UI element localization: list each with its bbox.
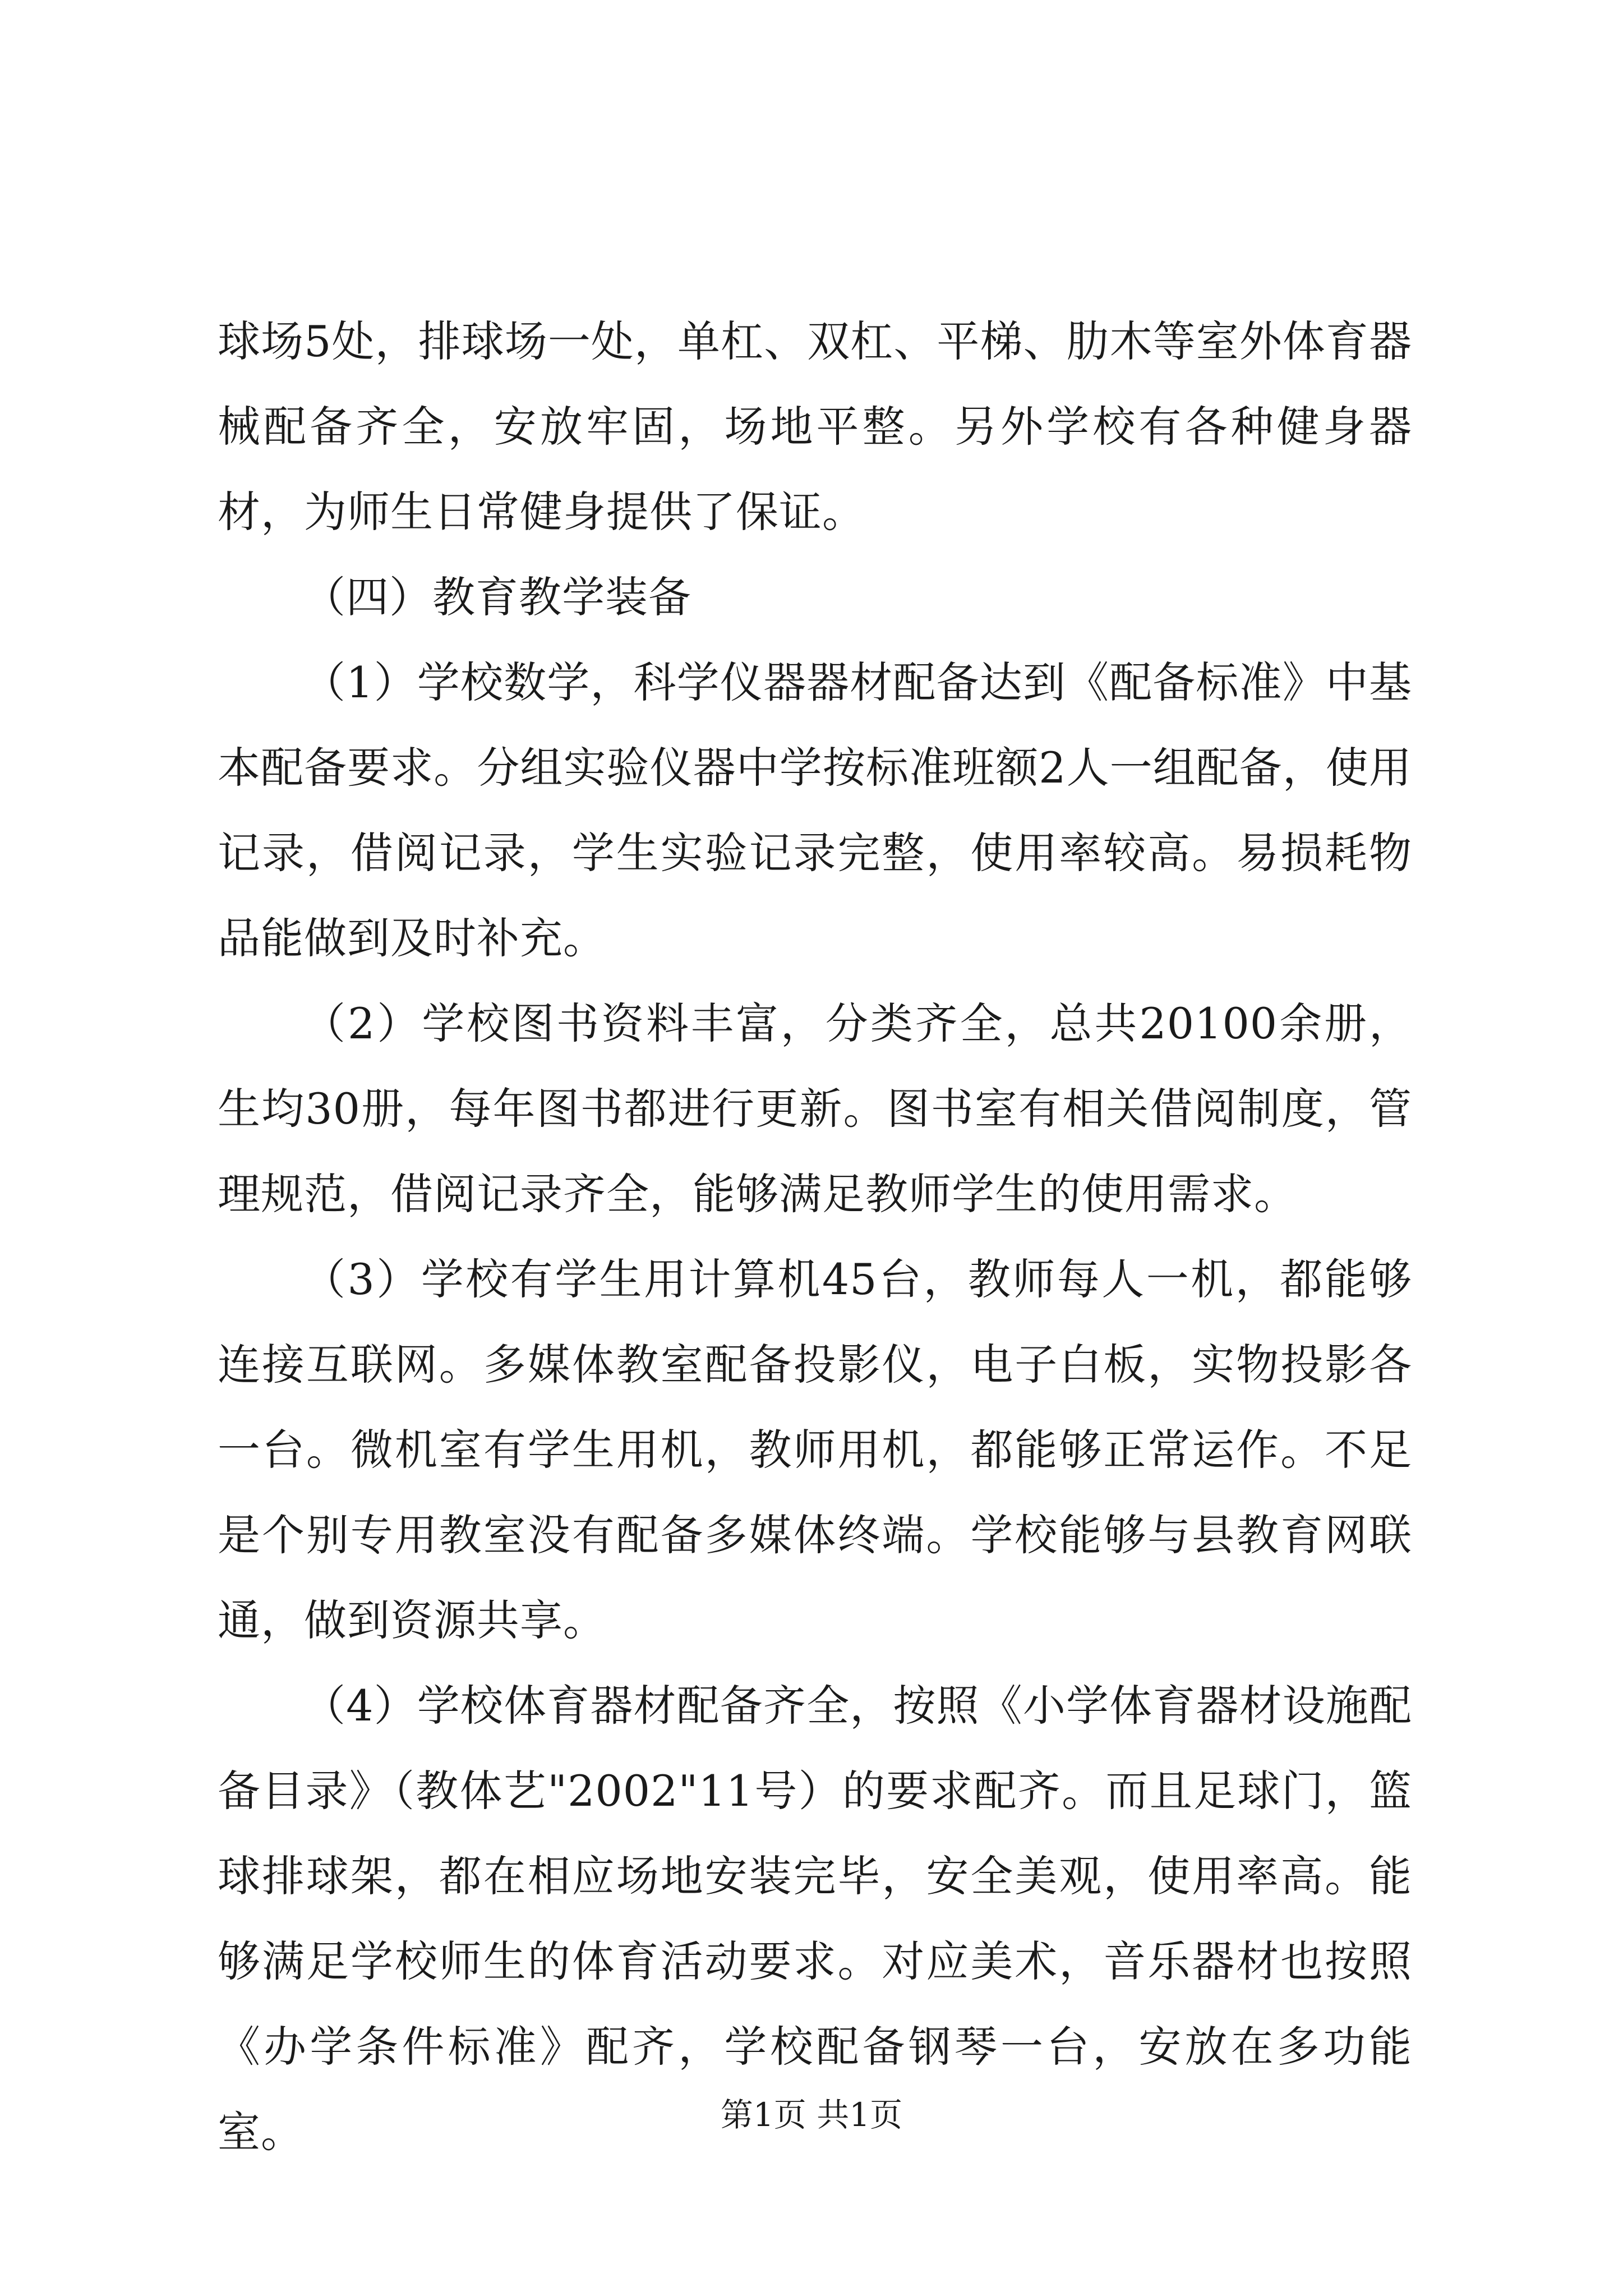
paragraph-sports-facilities: 球场5处，排球场一处，单杠、双杠、平梯、肋木等室外体育器械配备齐全，安放牢固，场地平整。另外学校有各种健身器材，为师生日常健身提供了保证。 <box>218 316 1412 537</box>
paragraph-science-instruments: （1）学校数学，科学仪器器材配备达到《配备标准》中基本配备要求。分组实验仪器中学按标准班额2人一组配备，使用记录，借阅记录，学生实验记录完整，使用率较高。易损耗物品能做到及时补充。 <box>218 657 1412 963</box>
document-body <box>218 299 1412 2175</box>
page-number-label: 第1页 共1页 <box>720 2096 903 2134</box>
section-heading-teaching-equipment: （四）教育教学装备 <box>303 572 691 622</box>
paragraph-library: （2）学校图书资料丰富，分类齐全，总共20100余册，生均30册，每年图书都进行更新。图书室有相关借阅制度，管理规范，借阅记录齐全，能够满足教师学生的使用需求。 <box>218 999 1412 1219</box>
page-footer <box>0 2092 1623 2137</box>
paragraph-sports-equipment: （4）学校体育器材配备齐全，按照《小学体育器材设施配备目录》（教体艺"2002"11号）的要求配齐。而且足球门，篮球排球架，都在相应场地安装完毕，安全美观，使用率高。能够满足学校师生的体育活动要求。对应美术，音乐器材也按照《办学条件标准》配齐，学校配备钢琴一台，安放在多功能室。 <box>218 1681 1412 2157</box>
paragraph-computers: （3）学校有学生用计算机45台，教师每人一机，都能够连接互联网。多媒体教室配备投影仪，电子白板，实物投影各一台。微机室有学生用机，教师用机，都能够正常运作。不足是个别专用教室没有配备多媒体终端。学校能够与县教育网联通，做到资源共享。 <box>218 1254 1412 1645</box>
